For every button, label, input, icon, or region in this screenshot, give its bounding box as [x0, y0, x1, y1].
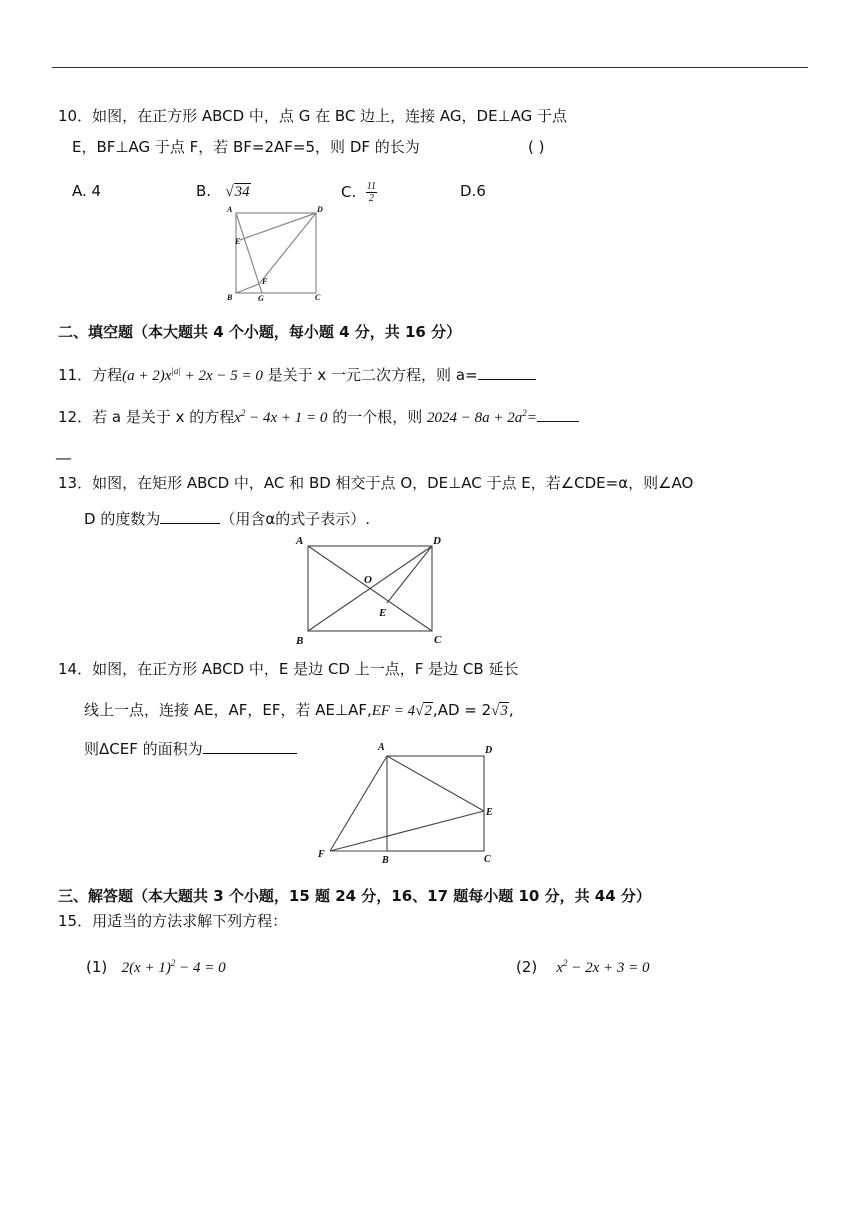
- q15-part2-label: (2): [516, 958, 538, 976]
- q13-figure: [292, 532, 452, 652]
- q14-line3: [84, 739, 297, 759]
- q10-figure: [225, 204, 335, 304]
- q15-part2: [516, 953, 650, 978]
- header-rule: [52, 67, 808, 68]
- q13-label-d: D: [433, 535, 441, 547]
- q12-prefix: 12．若 a 是关于 x 的方程: [58, 408, 235, 426]
- q13-line-de: [387, 546, 432, 603]
- q14-label-b: B: [382, 855, 389, 866]
- q13-label-b: B: [296, 635, 304, 647]
- q14-line2-b: ,AD = 2√3,: [432, 701, 514, 719]
- q10-answer-bracket: ( ): [528, 138, 545, 156]
- q14-answer-blank[interactable]: [203, 739, 297, 754]
- q14-line-ef: [330, 811, 484, 851]
- q11-suffix: 是关于 x 一元二次方程，则 a=: [267, 366, 478, 384]
- q15-part2-equation: $x^2 - 2x + 3 = 0$: [556, 958, 650, 976]
- q14-label-e: E: [486, 807, 493, 818]
- q14-line1: 14．如图，在正方形 ABCD 中，E 是边 CD 上一点，F 是边 CB 延长: [58, 660, 519, 678]
- section3-title: 三、解答题（本大题共 3 个小题，15 题 24 分，16、17 题每小题 10 分，共 44 分）: [58, 887, 651, 905]
- q12-answer-blank[interactable]: [537, 407, 579, 422]
- q14-figure: [314, 738, 500, 866]
- q13-answer-blank[interactable]: [160, 509, 220, 524]
- q11-answer-blank[interactable]: [478, 365, 536, 380]
- q10-option-c: [341, 181, 377, 204]
- q10-label-g: G: [258, 294, 264, 303]
- q14-ef-expression: EF = 4√2: [371, 703, 432, 719]
- q14-label-f: F: [318, 849, 325, 860]
- q10-line1: 10．如图，在正方形 ABCD 中，点 G 在 BC 边上，连接 AG，DE⊥AG 于点: [58, 107, 568, 125]
- q10-option-d: D.6: [460, 182, 486, 200]
- q15-part1-label: (1): [86, 958, 108, 976]
- q10-square: [236, 213, 316, 293]
- q13-label-a: A: [296, 535, 304, 547]
- q10-label-f: F: [262, 277, 268, 286]
- q13-line1: 13．如图，在矩形 ABCD 中，AC 和 BD 相交于点 O，DE⊥AC 于点 E，若∠CDE=α，则∠AO: [58, 474, 694, 492]
- q13-label-e: E: [379, 607, 387, 619]
- q10-line-ag: [236, 213, 262, 293]
- q12-equation: $x^2 - 4x + 1 = 0$: [234, 408, 328, 426]
- q14-line2: [84, 700, 514, 721]
- q12-expression: $2024 - 8a + 2a^2=$: [427, 408, 537, 426]
- q10-option-b-value: √34: [225, 184, 250, 200]
- q10-option-b: [196, 181, 251, 202]
- q10-option-c-label: C.: [341, 183, 357, 201]
- q11-line: [58, 361, 536, 386]
- q10-option-a: A. 4: [72, 182, 102, 200]
- section2-title: 二、填空题（本大题共 4 个小题，每小题 4 分，共 16 分）: [58, 323, 462, 341]
- q14-square: [387, 756, 484, 851]
- q10-line-bf: [236, 284, 259, 293]
- q12-line: [58, 403, 579, 428]
- q12-blank-tail: __: [56, 442, 71, 460]
- q13-label-c: C: [434, 634, 442, 646]
- q14-label-d: D: [485, 745, 493, 756]
- q10-option-c-fraction: $\frac{11}{2}$: [366, 181, 377, 204]
- q14-line-ae: [387, 756, 484, 811]
- q15-line1: 15．用适当的方法求解下列方程：: [58, 912, 288, 930]
- q12-mid: 的一个根，则: [332, 408, 423, 426]
- q13-line2-b: （用含α的式子表示）.: [220, 510, 370, 528]
- q11-prefix: 11．方程: [58, 366, 123, 384]
- q10-label-b: B: [227, 293, 233, 302]
- q13-line2-a: D 的度数为: [84, 510, 161, 528]
- q10-line2: E，BF⊥AG 于点 F，若 BF=2AF=5，则 DF 的长为: [72, 138, 420, 156]
- q10-option-b-label: B.: [196, 182, 212, 200]
- q10-label-d: D: [317, 205, 323, 214]
- q10-label-a: A: [227, 205, 233, 214]
- q15-part1: [86, 953, 226, 978]
- q14-line3-text: 则ΔCEF 的面积为: [84, 740, 203, 758]
- q15-part1-equation: $2(x + 1)^2 - 4 = 0$: [121, 958, 226, 976]
- q14-line2-a: 线上一点，连接 AE，AF，EF，若 AE⊥AF,: [84, 701, 372, 719]
- q13-line2: [84, 509, 370, 529]
- q11-equation: $(a + 2)x^{|a|} + 2x - 5 = 0$: [122, 366, 263, 384]
- q14-label-a: A: [378, 742, 385, 753]
- q14-line-af: [330, 756, 387, 851]
- q14-label-c: C: [484, 854, 491, 865]
- q10-label-e: E: [235, 237, 241, 246]
- q13-label-o: O: [364, 574, 372, 586]
- q10-label-c: C: [315, 293, 321, 302]
